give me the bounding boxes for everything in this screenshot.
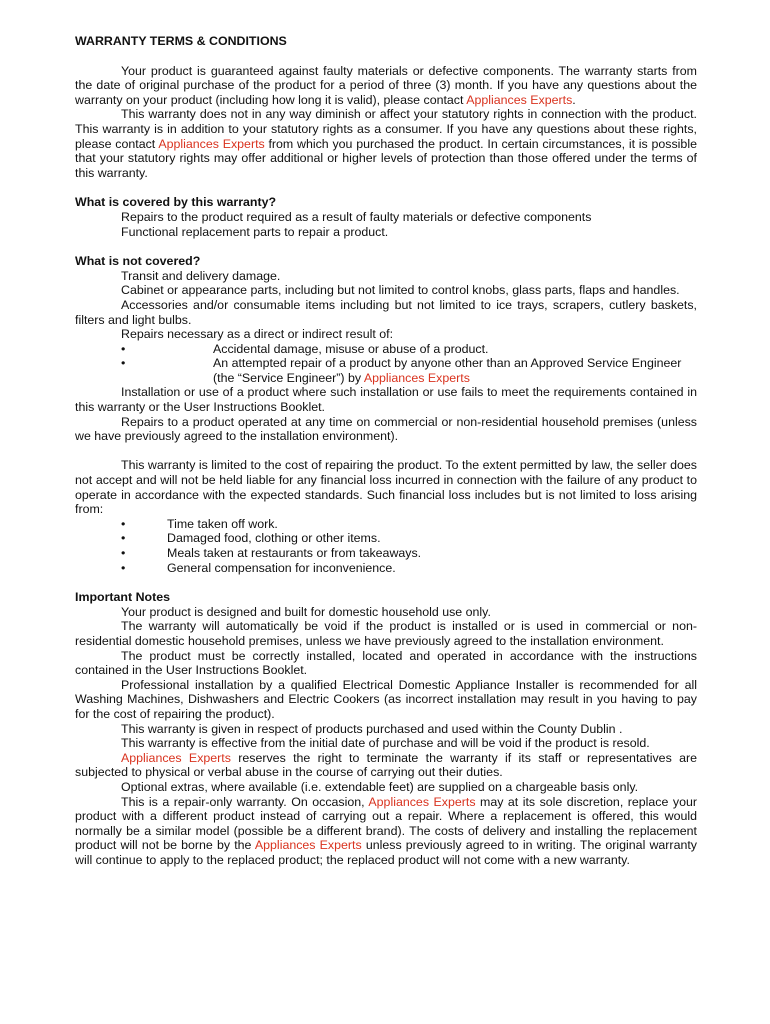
note: This is a repair-only warranty. On occasion, Appliances Experts may at its sole discretion, replace your product with a different product instead of carrying out a repair. Where a replacement is offered, this would normally be a similar model (possible be a different brand). The costs of delivery and installing the replacement product will not be borne by the Appliances Experts unless previously agreed to in writing. The original warranty will continue to apply to the replaced product; the replaced product will not come with a new warranty. xyxy=(75,794,697,867)
note: The warranty will automatically be void if the product is installed or is used in commercial or non-residential domestic household premises, unless we have previously agreed to the installation environment. xyxy=(75,619,697,648)
covered-item: Repairs to the product required as a result of faulty materials or defective components xyxy=(121,209,592,224)
loss-item: • Damaged food, clothing or other items. xyxy=(75,531,697,546)
not-covered-commercial: Repairs to a product operated at any time on commercial or non-residential household premises (unless we have previously agreed to the installation environment). xyxy=(75,414,697,444)
bullet: • xyxy=(121,341,126,356)
bullet: • xyxy=(121,560,126,575)
note: Appliances Experts reserves the right to terminate the warranty if its staff or representatives are subjected to physical or verbal abuse in the course of carrying out their duties. xyxy=(75,750,697,780)
company-name: Appliances Experts xyxy=(466,92,573,107)
bullet-item: • An attempted repair of a product by anyone other than an Approved Service Engineer (the “Service Engineer”) by Appliances Experts xyxy=(75,356,697,385)
bullet: • xyxy=(121,546,126,560)
not-covered-installation: Installation or use of a product where such installation or use fails to meet the requirements contained in this warranty or the User Instructions Booklet. xyxy=(75,385,697,415)
intro-paragraph-2: This warranty does not in any way diminish or affect your statutory rights in connection with the product. This warranty is in addition to your statutory rights as a consumer. If you have any questions about these rights, please contact Appliances Experts from which you purchased the product. In certain circumstances, it is possible that your statutory rights may offer additional or higher levels of protection than those offered under the terms of this warranty. xyxy=(75,107,697,180)
note: This warranty is effective from the initial date of purchase and will be void if the product is resold. xyxy=(121,736,650,751)
not-covered-accessories: Accessories and/or consumable items including but not limited to ice trays, scrapers, cutlery baskets, filters and light bulbs. xyxy=(75,297,697,327)
company-name: Appliances Experts xyxy=(368,794,476,809)
covered-heading: What is covered by this warranty? xyxy=(75,195,277,210)
not-covered-repairs-intro: Repairs necessary as a direct or indirect result of: xyxy=(121,327,394,342)
warranty-document xyxy=(75,34,697,867)
company-name: Appliances Experts xyxy=(158,136,265,151)
note: Professional installation by a qualified Electrical Domestic Appliance Installer is recommended for all Washing Machines, Dishwashers and Electric Cookers (as incorrect installation may result in you having to pay for the cost of repairing the product). xyxy=(75,677,697,721)
not-covered-heading: What is not covered? xyxy=(75,254,201,269)
notes-heading: Important Notes xyxy=(75,590,170,605)
bullet: • xyxy=(121,531,126,546)
covered-item: Functional replacement parts to repair a product. xyxy=(121,224,389,239)
note: This warranty is given in respect of products purchased and used within the County Dublin . xyxy=(121,721,623,736)
not-covered-cabinet: Cabinet or appearance parts, including but not limited to control knobs, glass parts, flaps and handles. xyxy=(121,283,680,298)
limits-paragraph: This warranty is limited to the cost of repairing the product. To the extent permitted by law, the seller does not accept and will not be held liable for any financial loss incurred in connection with the failure of any product to operate in accordance with the expected standards. Such financial loss includes but is not limited to loss arising from: xyxy=(75,458,697,517)
intro-paragraph-1: Your product is guaranteed against faulty materials or defective components. The warranty starts from the date of original purchase of the product for a period of three (3) month. If you have any questions about the warranty on your product (including how long it is valid), please contact Appliances Experts. xyxy=(75,63,697,107)
company-name: Appliances Experts xyxy=(363,370,470,385)
bullet: • xyxy=(121,356,126,371)
note: Optional extras, where available (i.e. extendable feet) are supplied on a chargeable basis only. xyxy=(121,779,639,794)
company-name: Appliances Experts xyxy=(121,750,231,765)
not-covered-transit: Transit and delivery damage. xyxy=(121,268,281,283)
note: Your product is designed and built for domestic household use only. xyxy=(121,604,491,619)
loss-item: • Meals taken at restaurants or from takeaways. xyxy=(75,546,697,561)
page-title: WARRANTY TERMS & CONDITIONS xyxy=(75,34,287,48)
company-name: Appliances Experts xyxy=(254,838,362,853)
bullet-item: • Accidental damage, misuse or abuse of a product. xyxy=(75,342,697,357)
loss-item: • Time taken off work. xyxy=(75,517,697,532)
note: The product must be correctly installed, located and operated in accordance with the instructions contained in the User Instructions Booklet. xyxy=(75,648,697,678)
bullet: • xyxy=(121,516,126,531)
loss-item: • General compensation for inconvenience. xyxy=(75,561,697,576)
